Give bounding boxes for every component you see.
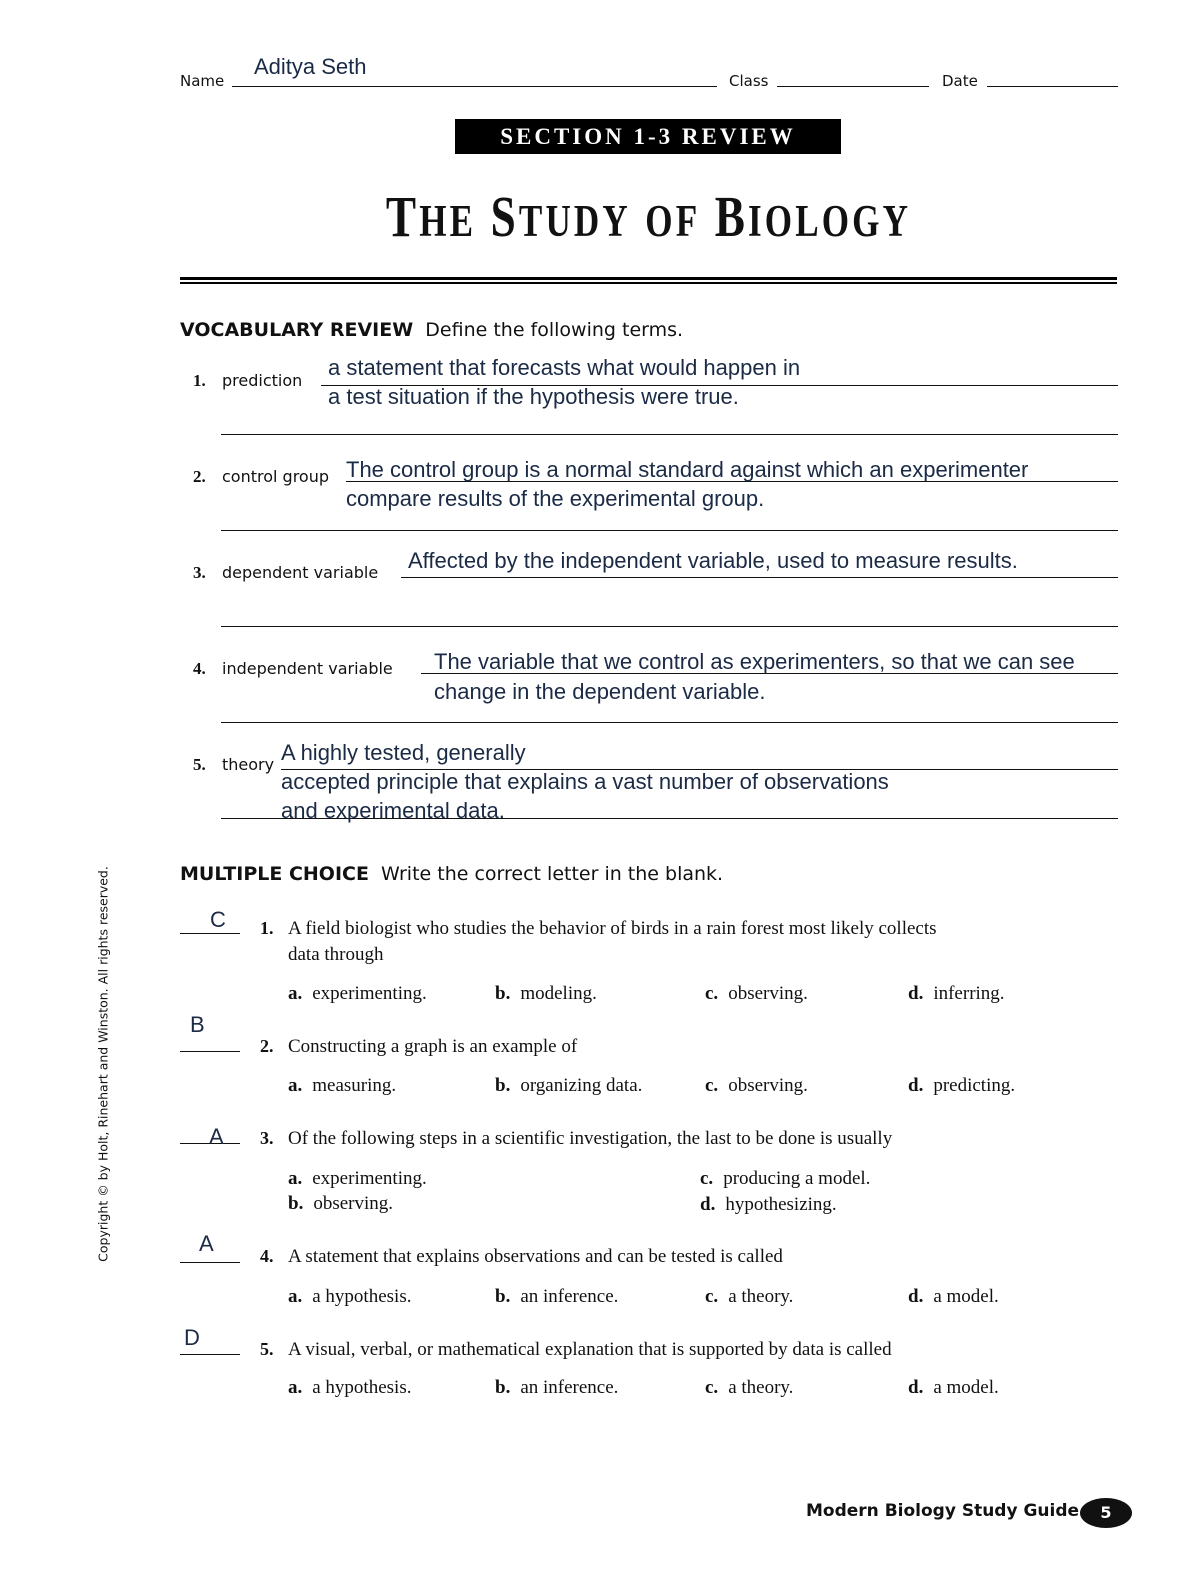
title-word-3: OF (645, 196, 701, 246)
answer-blank[interactable] (180, 1262, 240, 1263)
option-a: a. a hypothesis. (288, 1286, 412, 1307)
vocab-answer[interactable]: The control group is a normal standard against which an experimenter (346, 457, 1029, 482)
mc-answer[interactable]: A (199, 1231, 214, 1256)
option-a: a. experimenting. (288, 1168, 427, 1189)
name-label: Name (180, 72, 225, 90)
vocab-answer[interactable]: accepted principle that explains a vast number of observations (281, 769, 889, 794)
page-title (283, 182, 1014, 256)
page-number-badge: 5 (1080, 1498, 1132, 1528)
option-d: d. inferring. (908, 983, 1005, 1004)
date-label: Date (942, 72, 978, 90)
copyright-notice: Copyright © by Holt, Rinehart and Winston. All rights reserved. (95, 866, 111, 1262)
answer-line[interactable] (221, 722, 1118, 723)
option-b: b. an inference. (495, 1286, 619, 1307)
answer-blank[interactable] (180, 933, 240, 934)
question-text: A statement that explains observations and can be tested is called (288, 1246, 783, 1267)
vocab-heading: VOCABULARY REVIEW Define the following terms. (180, 319, 684, 341)
answer-blank[interactable] (180, 1354, 240, 1355)
vocab-term: independent variable (222, 659, 393, 678)
question-text: Constructing a graph is an example of (288, 1036, 578, 1057)
answer-line[interactable] (221, 530, 1118, 531)
title-word-1: THE (385, 184, 477, 249)
mc-heading: MULTIPLE CHOICE Write the correct letter in the blank. (180, 863, 724, 885)
vocab-term: control group (222, 467, 330, 486)
answer-line[interactable] (221, 626, 1118, 627)
option-b: b. an inference. (495, 1377, 619, 1398)
option-b: b. organizing data. (495, 1075, 643, 1096)
option-a: a. measuring. (288, 1075, 397, 1096)
vocab-answer[interactable]: a statement that forecasts what would happen in (328, 355, 801, 380)
mc-answer[interactable]: D (184, 1325, 200, 1350)
name-field[interactable] (232, 86, 717, 87)
option-d: d. a model. (908, 1286, 999, 1307)
vocab-term: theory (222, 755, 275, 774)
vocab-answer[interactable]: Affected by the independent variable, used to measure results. (408, 548, 1018, 573)
answer-line[interactable] (401, 577, 1118, 578)
vocab-term: prediction (222, 371, 303, 390)
title-rule-thin (180, 282, 1117, 284)
class-label: Class (729, 72, 769, 90)
vocab-answer[interactable]: change in the dependent variable. (434, 679, 766, 704)
option-b: b. observing. (288, 1193, 394, 1214)
option-d: d. predicting. (908, 1075, 1016, 1096)
answer-line[interactable] (221, 434, 1118, 435)
option-a: a. experimenting. (288, 983, 427, 1004)
option-d: d. hypothesizing. (700, 1194, 837, 1215)
date-field[interactable] (987, 86, 1118, 87)
vocab-answer[interactable]: compare results of the experimental group. (346, 486, 765, 511)
question-text: A field biologist who studies the behavior of birds in a rain forest most likely collects (288, 918, 937, 939)
vocab-answer[interactable]: and experimental data. (281, 798, 505, 823)
question-text: data through (288, 944, 384, 965)
option-c: c. a theory. (705, 1377, 794, 1398)
vocab-term: dependent variable (222, 563, 379, 582)
title-word-2: STUDY (490, 184, 631, 249)
question-text: A visual, verbal, or mathematical explanation that is supported by data is called (288, 1339, 892, 1360)
option-b: b. modeling. (495, 983, 597, 1004)
class-field[interactable] (777, 86, 929, 87)
title-rule-thick (180, 277, 1117, 280)
section-banner: SECTION 1-3 REVIEW (455, 119, 841, 154)
vocab-answer[interactable]: The variable that we control as experimenters, so that we can see (434, 649, 1075, 674)
title-word-4: BIOLOGY (714, 184, 912, 249)
option-c: c. observing. (705, 983, 808, 1004)
option-c: c. producing a model. (700, 1168, 871, 1189)
mc-answer[interactable]: B (190, 1012, 205, 1037)
footer-book-title: Modern Biology Study Guide (806, 1501, 1080, 1521)
mc-answer[interactable]: A (209, 1124, 224, 1149)
vocab-answer[interactable]: A highly tested, generally (281, 740, 526, 765)
question-text: Of the following steps in a scientific investigation, the last to be done is usually (288, 1128, 893, 1149)
vocab-answer[interactable]: a test situation if the hypothesis were true. (328, 384, 739, 409)
option-c: c. observing. (705, 1075, 808, 1096)
mc-answer[interactable]: C (210, 907, 226, 932)
option-c: c. a theory. (705, 1286, 794, 1307)
answer-blank[interactable] (180, 1051, 240, 1052)
option-a: a. a hypothesis. (288, 1377, 412, 1398)
option-d: d. a model. (908, 1377, 999, 1398)
name-value[interactable]: Aditya Seth (254, 54, 367, 79)
